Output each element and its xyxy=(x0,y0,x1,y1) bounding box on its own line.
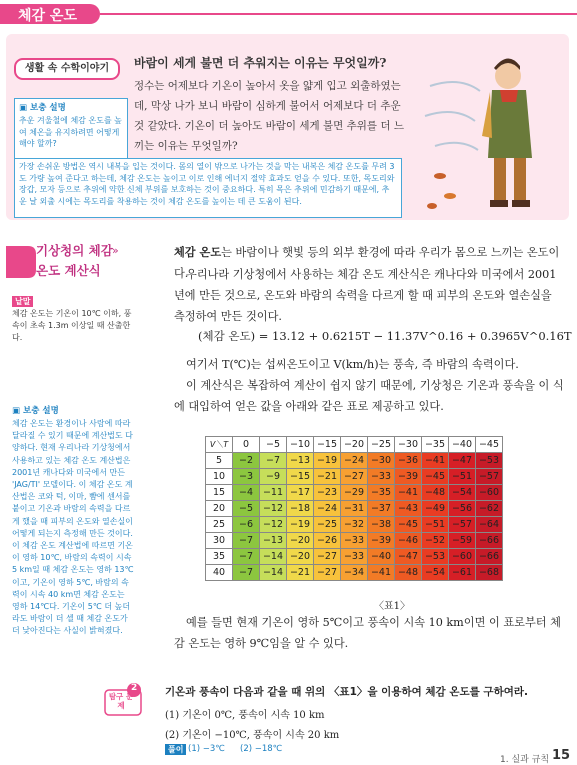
wind-chill-cell: −53 xyxy=(476,453,503,469)
wind-chill-cell: −54 xyxy=(449,485,476,501)
temp-header: −10 xyxy=(287,437,314,453)
wind-chill-cell: −14 xyxy=(260,565,287,581)
wind-chill-cell: −14 xyxy=(260,549,287,565)
wind-chill-cell: −59 xyxy=(449,533,476,549)
intro-note-text: 추운 겨울철에 체감 온도를 높여 체온을 유지하려면 어떻게 해야 할까? xyxy=(19,116,122,148)
wind-chill-cell: −57 xyxy=(476,469,503,485)
table-row xyxy=(206,517,503,533)
table-row xyxy=(206,485,503,501)
wind-chill-cell: −7 xyxy=(233,533,260,549)
wind-chill-cell: −36 xyxy=(395,453,422,469)
wind-speed-cell: 10 xyxy=(206,469,233,485)
temp-header: −35 xyxy=(422,437,449,453)
wind-chill-cell: −7 xyxy=(233,549,260,565)
wind-chill-cell: −33 xyxy=(341,549,368,565)
table-caption: 〈표1〉 xyxy=(374,601,411,612)
wind-chill-cell: −34 xyxy=(341,565,368,581)
wind-chill-cell: −48 xyxy=(395,565,422,581)
wind-chill-formula: (체감 온도) = 13.12 + 0.6215T − 11.37V^0.16 + 0.3965V^0.16T xyxy=(198,329,572,343)
answer-badge: 풀이 xyxy=(165,744,186,755)
wind-chill-cell: −7 xyxy=(233,565,260,581)
temp-header: −25 xyxy=(368,437,395,453)
answer-1: (1) −3℃ xyxy=(188,744,225,754)
wind-chill-cell: −51 xyxy=(449,469,476,485)
wind-chill-cell: −46 xyxy=(395,533,422,549)
temp-header: −40 xyxy=(449,437,476,453)
wind-chill-cell: −33 xyxy=(341,533,368,549)
table-row xyxy=(206,453,503,469)
wind-chill-cell: −38 xyxy=(368,517,395,533)
wind-chill-cell: −24 xyxy=(314,501,341,517)
temp-header: −15 xyxy=(314,437,341,453)
wind-chill-cell: −66 xyxy=(476,549,503,565)
wind-chill-cell: −18 xyxy=(287,501,314,517)
table-header-row xyxy=(206,437,503,453)
wind-speed-cell: 5 xyxy=(206,453,233,469)
wind-speed-cell: 35 xyxy=(206,549,233,565)
wind-chill-cell: −60 xyxy=(449,549,476,565)
term-badge: 낱말 xyxy=(12,296,33,307)
wind-chill-cell: −19 xyxy=(287,517,314,533)
wind-chill-cell: −54 xyxy=(422,565,449,581)
task-badge-label: 탐구 문제 xyxy=(108,692,134,710)
wind-chill-cell: −20 xyxy=(287,549,314,565)
wind-chill-cell: −45 xyxy=(422,469,449,485)
intro-note-box-wide xyxy=(14,158,402,218)
answer-2: (2) −18℃ xyxy=(240,744,283,754)
wind-chill-cell: −20 xyxy=(287,533,314,549)
wind-chill-cell: −32 xyxy=(341,517,368,533)
wind-chill-cell: −27 xyxy=(314,549,341,565)
wind-chill-cell: −62 xyxy=(476,501,503,517)
paragraph-table-intro: 이 계산식은 복잡하여 계산이 쉽지 않기 때문에, 기상청은 기온과 풍속을 이 식에 대입하여 얻은 값을 아래와 같은 표로 제공하고 있다. xyxy=(174,379,564,413)
wind-chill-cell: −57 xyxy=(449,517,476,533)
wind-speed-cell: 30 xyxy=(206,533,233,549)
temp-header: −30 xyxy=(395,437,422,453)
wind-chill-cell: −19 xyxy=(314,453,341,469)
wind-chill-cell: −27 xyxy=(341,469,368,485)
temp-header: −20 xyxy=(341,437,368,453)
intro-question: 바람이 세게 불면 더 추워지는 이유는 무엇일까? xyxy=(134,56,387,70)
wind-chill-cell: −33 xyxy=(368,469,395,485)
task-item-2: (2) 기온이 −10℃, 풍속이 시속 20 km xyxy=(165,730,340,741)
wind-chill-cell: −47 xyxy=(395,549,422,565)
intro-note-text-wide: 가장 손쉬운 방법은 역시 내복을 입는 것이다. 몸의 열이 밖으로 나가는 것을 막는 내복은 체감 온도를 무려 3도 가량 높여 준다고 하는데, 체감 온도는 높이고 이로 인해 에너지 절약 효과도 얻을 수 있다. 또한, 목도리와 장갑, 모자 등으로 추위에 약한 신체 부위를 보호하는 것이 중요하다. 특히 목은 추위에 민감하기 때문에, 추운 날 외출 시에는 목도리를 착용하는 것이 체감 온도를 높이는 데 큰 도움이 된다. xyxy=(19,162,395,206)
intro-note-box xyxy=(14,98,128,162)
wind-chill-cell: −29 xyxy=(341,485,368,501)
wind-chill-cell: −6 xyxy=(233,517,260,533)
wind-chill-cell: −25 xyxy=(314,517,341,533)
wind-chill-cell: −27 xyxy=(314,565,341,581)
sidebar-arrow-icon: » xyxy=(112,244,119,257)
page-title: 체감 온도 xyxy=(18,8,77,24)
wind-chill-cell: −45 xyxy=(395,517,422,533)
page-number: 15 xyxy=(552,748,571,763)
chapter-footer: 1. 실과 규칙 xyxy=(500,755,550,765)
wind-chill-cell: −30 xyxy=(368,453,395,469)
wind-chill-cell: −41 xyxy=(422,453,449,469)
table-row xyxy=(206,549,503,565)
wind-chill-cell: −12 xyxy=(260,517,287,533)
wind-chill-cell: −41 xyxy=(368,565,395,581)
wind-chill-cell: −21 xyxy=(314,469,341,485)
wind-chill-cell: −13 xyxy=(287,453,314,469)
wind-chill-cell: −64 xyxy=(476,517,503,533)
wind-speed-cell: 20 xyxy=(206,501,233,517)
wind-chill-cell: −66 xyxy=(476,533,503,549)
wind-chill-cell: −51 xyxy=(422,517,449,533)
wind-chill-cell: −4 xyxy=(233,485,260,501)
wind-chill-cell: −37 xyxy=(368,501,395,517)
wind-chill-cell: −39 xyxy=(395,469,422,485)
wind-chill-cell: −11 xyxy=(260,485,287,501)
sidebar-note-text: 체감 온도는 환경이나 사람에 따라 달라질 수 있기 때문에 계산법도 다양하다. 현재 우리나라 기상청에서 사용하고 있는 체감 온도 계산법은 2001년 캐나다와 미국에서 만든 'JAG/TI' 모델이다. 이 체감 온도 계산법은 코와 턱, 이마, 뺨에 센서를 붙이고 기온과 바람의 속력을 다르게 했을 때 피부의 온도와 열손실이 어떻게 되는지 측정해 만든 것이다. 이 체감 온도 계산법에 따르면 기온이 영하 10℃, 바람의 속력이 시속 5 km일 때 체감 온도는 영하 13℃이고, 기온이 영하 5℃, 바람의 속력이 시속 40 km면 체감 온도는 영하 14℃다. 기온이 5℃ 더 높더라도 바람이 더 셀 때 체감 온도가 더 낮아진다는 사실이 밝혀졌다. xyxy=(12,419,134,636)
task-badge-number: 2 xyxy=(131,683,138,693)
table-corner: V＼T xyxy=(206,437,233,453)
sidebar-title: 기상청의 체감 온도 계산식 xyxy=(36,243,113,278)
wind-chill-cell: −40 xyxy=(368,549,395,565)
wind-chill-cell: −12 xyxy=(260,501,287,517)
sidebar-note-title: ▣ 보충 설명 xyxy=(12,406,59,416)
term-bold: 체감 온도 xyxy=(174,245,222,259)
table-row xyxy=(206,469,503,485)
wind-chill-cell: −17 xyxy=(287,485,314,501)
intro-note-title: ▣ 보충 설명 xyxy=(19,103,66,113)
wind-chill-cell: −15 xyxy=(287,469,314,485)
wind-chill-cell: −23 xyxy=(314,485,341,501)
wind-chill-cell: −31 xyxy=(341,501,368,517)
paragraph-example: 예를 들면 현재 기온이 영하 5℃이고 풍속이 시속 10 km이면 이 표로부터 체감 온도는 영하 9℃임을 알 수 있다. xyxy=(174,616,561,650)
header-rule xyxy=(100,13,577,15)
intro-story: 정수는 어제보다 기온이 높아서 옷을 얇게 입고 외출하였는데, 막상 나가 보니 바람이 심하게 불어서 어제보다 더 추운 것 같았다. 기온이 더 높아도 바람이 세게 불면 추위를 더 느끼는 이유는 무엇일까? xyxy=(134,80,405,152)
wind-chill-cell: −53 xyxy=(422,549,449,565)
wind-speed-cell: 40 xyxy=(206,565,233,581)
paragraph-definition: 체감 온도는 바람이나 햇빛 등의 외부 환경에 따라 우리가 몸으로 느끼는 온도이다. xyxy=(174,245,560,280)
wind-chill-cell: −41 xyxy=(395,485,422,501)
wind-chill-cell: −26 xyxy=(314,533,341,549)
wind-chill-cell: −49 xyxy=(422,501,449,517)
wind-chill-cell: −61 xyxy=(449,565,476,581)
wind-chill-cell: −7 xyxy=(260,453,287,469)
life-math-badge: 생활 속 수학이야기 xyxy=(14,58,120,80)
wind-chill-cell: −43 xyxy=(395,501,422,517)
task-item-1: (1) 기온이 0℃, 풍속이 시속 10 km xyxy=(165,710,325,721)
wind-chill-cell: −24 xyxy=(341,453,368,469)
table-row xyxy=(206,533,503,549)
temp-header: −5 xyxy=(260,437,287,453)
wind-chill-cell: −9 xyxy=(260,469,287,485)
temp-header: 0 xyxy=(233,437,260,453)
wind-speed-cell: 25 xyxy=(206,517,233,533)
table-row xyxy=(206,565,503,581)
paragraph-history: 우리나라 기상청에서 사용하는 체감 온도 계산식은 캐나다와 미국에서 2001년에 만든 것으로, 온도와 바람의 속력을 다르게 할 때 피부의 온도와 열손실을 측정하여 만든 것이다. xyxy=(174,268,557,323)
temp-header: −45 xyxy=(476,437,503,453)
wind-chill-cell: −5 xyxy=(233,501,260,517)
wind-chill-cell: −60 xyxy=(476,485,503,501)
wind-speed-cell: 15 xyxy=(206,485,233,501)
wind-chill-cell: −56 xyxy=(449,501,476,517)
wind-chill-cell: −39 xyxy=(368,533,395,549)
wind-chill-table xyxy=(205,436,503,581)
wind-chill-cell: −3 xyxy=(233,469,260,485)
term-text: 체감 온도는 기온이 10℃ 이하, 풍속이 초속 1.3m 이상일 때 산출한다. xyxy=(12,309,132,342)
wind-chill-cell: −48 xyxy=(422,485,449,501)
wind-chill-cell: −2 xyxy=(233,453,260,469)
wind-chill-cell: −21 xyxy=(287,565,314,581)
paragraph-variables: 여기서 T(℃)는 섭씨온도이고 V(km/h)는 풍속, 즉 바람의 속력이다. xyxy=(186,358,519,371)
wind-chill-cell: −52 xyxy=(422,533,449,549)
wind-chill-cell: −68 xyxy=(476,565,503,581)
wind-chill-cell: −13 xyxy=(260,533,287,549)
wind-chill-cell: −35 xyxy=(368,485,395,501)
task-question: 기온과 풍속이 다음과 같을 때 위의 〈표1〉을 이용하여 체감 온도를 구하여라. xyxy=(165,686,528,698)
wind-chill-cell: −47 xyxy=(449,453,476,469)
windy-person-illustration xyxy=(420,46,560,216)
table-row xyxy=(206,501,503,517)
